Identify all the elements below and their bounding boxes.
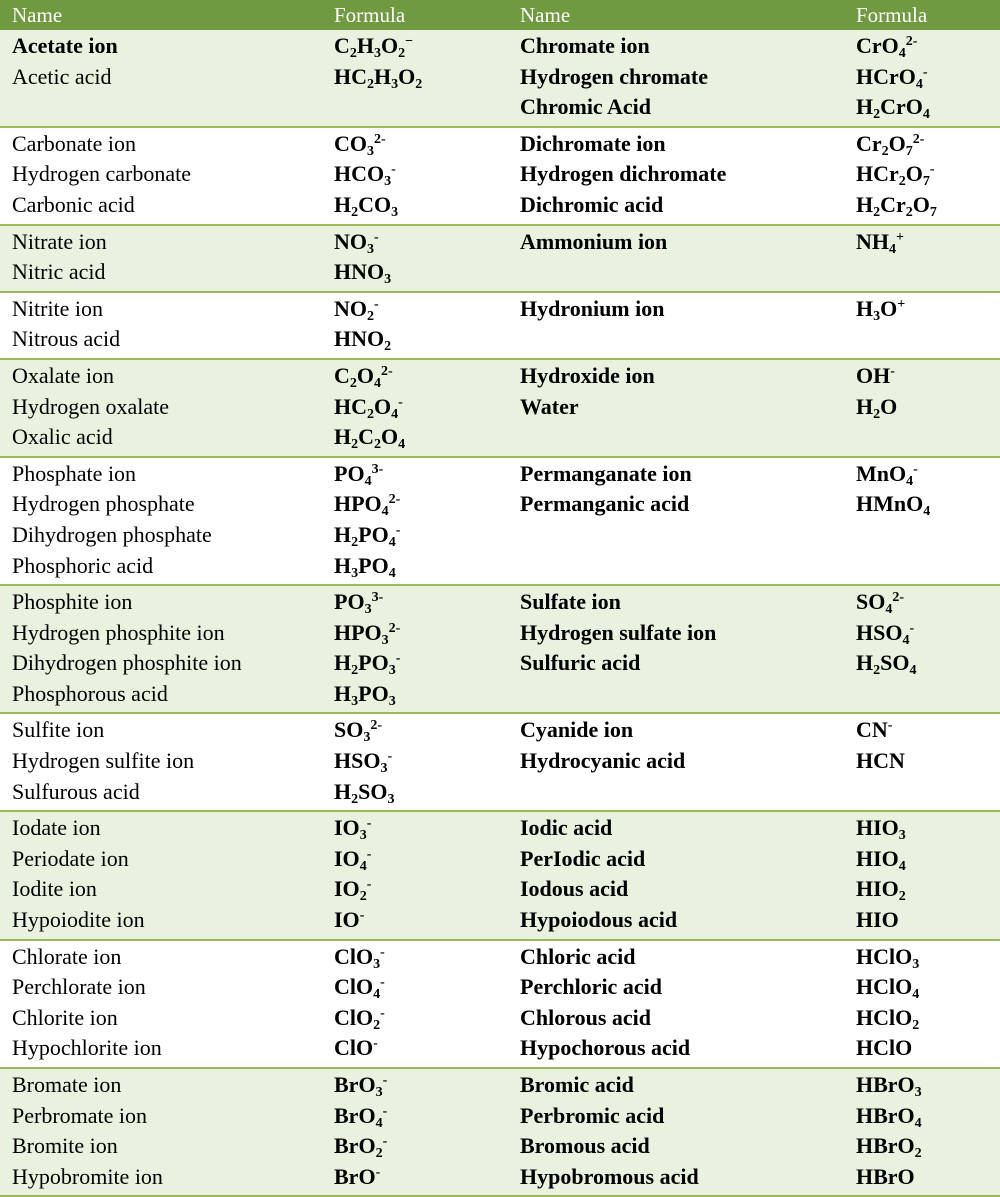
header-formula-1: Formula <box>322 0 508 30</box>
compound-name: Hydrogen phosphate <box>12 491 195 517</box>
compound-name: Dihydrogen phosphate <box>12 521 212 547</box>
table-row <box>0 30 1000 127</box>
compound-name: Hypochorous acid <box>520 1035 691 1061</box>
formula <box>856 257 1000 288</box>
table-row <box>0 225 1000 292</box>
formula: $H_2Cr_2O_7$ <box>856 191 937 220</box>
formula: $Cr_2O_7^{2-}$ <box>856 130 925 159</box>
formula: BrO$_3$- <box>334 1072 388 1100</box>
compound-name: Permanganate ion <box>520 460 692 486</box>
formula-cell <box>844 359 1000 457</box>
name-cell <box>0 30 322 127</box>
formula <box>856 679 1000 710</box>
formula: HClO <box>856 1035 913 1061</box>
compound-name <box>520 679 844 710</box>
formula: $C_2H_3O_2^-$ <box>334 33 414 61</box>
compound-name: Chlorite ion <box>12 1004 118 1030</box>
compound-name: Hydrocyanic acid <box>520 748 686 774</box>
compound-name: Nitrous acid <box>12 326 121 352</box>
formula-cell <box>844 1068 1000 1196</box>
formula: OH- <box>856 362 895 388</box>
compound-name: Perbromic acid <box>520 1102 665 1128</box>
formula-cell <box>322 30 508 127</box>
formula: $C_2O_4^{2-}$ <box>334 362 393 391</box>
formula: $CO_3^{2-}$ <box>334 130 386 159</box>
compound-name: Hydrogen sulfite ion <box>12 748 195 774</box>
compound-name: Oxalic acid <box>12 424 113 450</box>
compound-name: Perchlorate ion <box>12 974 146 1000</box>
formula <box>856 324 1000 355</box>
name-cell <box>508 359 844 457</box>
formula: $HIO_2$ <box>856 876 906 905</box>
name-cell <box>0 225 322 292</box>
formula: $NH_4^+$ <box>856 228 904 257</box>
name-cell <box>508 585 844 713</box>
name-cell <box>0 940 322 1068</box>
formula: HIO <box>856 907 899 933</box>
formula: $HC_2O_4^-$ <box>334 393 403 422</box>
compound-name: Hypobromite ion <box>12 1163 163 1189</box>
compound-name: Sulfuric acid <box>520 650 641 676</box>
compound-name: Ammonium ion <box>520 228 668 254</box>
compound-name: Iodite ion <box>12 876 97 902</box>
compound-name: Chloric acid <box>520 943 636 969</box>
table-row <box>0 359 1000 457</box>
formula: ClO$_4$- <box>334 974 385 1003</box>
compound-name: Phosphoric acid <box>12 552 154 578</box>
compound-name: PerIodic acid <box>520 845 646 871</box>
formula: HBrO <box>856 1163 915 1189</box>
compound-name: Hypoiodite ion <box>12 907 145 933</box>
compound-name: Hydronium ion <box>520 295 665 321</box>
compound-name: Bromic acid <box>520 1072 634 1097</box>
formula: ClO- <box>334 1035 378 1061</box>
name-cell <box>0 585 322 713</box>
name-cell <box>0 127 322 225</box>
compound-name: Sulfite ion <box>12 717 105 743</box>
compound-name: Chromic Acid <box>520 94 651 120</box>
formula: CrO$_4^{2-}$ <box>856 33 918 61</box>
compound-name: Iodic acid <box>520 815 613 841</box>
compound-name <box>520 324 844 355</box>
table-row <box>0 1068 1000 1196</box>
formula <box>856 777 1000 808</box>
compound-name: Dichromic acid <box>520 191 664 217</box>
compound-name <box>12 92 322 123</box>
formula: HClO$_4$ <box>856 974 920 1003</box>
formula: ClO$_2$- <box>334 1004 385 1033</box>
formula-cell <box>322 457 508 585</box>
formula: BrO$_4$- <box>334 1102 388 1131</box>
table-header <box>0 0 1000 30</box>
formula-cell <box>844 457 1000 585</box>
compound-name: Hydrogen sulfate ion <box>520 619 717 645</box>
compound-name <box>520 777 844 808</box>
name-cell <box>0 713 322 811</box>
formula-cell <box>322 713 508 811</box>
formula: $PO_3^{3-}$ <box>334 589 384 618</box>
formula-cell <box>844 225 1000 292</box>
formula: $HIO_4$ <box>856 845 906 874</box>
formula-cell <box>322 359 508 457</box>
compound-name: Hypobromous acid <box>520 1163 699 1189</box>
formula-cell <box>844 292 1000 359</box>
compound-name: Perchloric acid <box>520 974 662 1000</box>
formula: $SO_4^{2-}$ <box>856 589 905 618</box>
formula-cell <box>844 940 1000 1068</box>
formula-cell <box>322 127 508 225</box>
formula-cell <box>322 1068 508 1196</box>
compound-name: Hydrogen dichromate <box>520 161 727 187</box>
formula: $H_2O$ <box>856 393 898 422</box>
name-cell <box>508 292 844 359</box>
name-cell <box>508 713 844 811</box>
formula: $HNO_3$ <box>334 259 392 288</box>
name-cell <box>0 1068 322 1196</box>
name-cell <box>508 30 844 127</box>
compound-name: Hydrogen phosphite ion <box>12 619 225 645</box>
table-row <box>0 940 1000 1068</box>
formula-cell <box>322 811 508 939</box>
table-row <box>0 292 1000 359</box>
compound-name: Iodous acid <box>520 876 629 902</box>
formula: $HSO_3^-$ <box>334 748 393 777</box>
formula <box>856 422 1000 453</box>
name-cell <box>508 127 844 225</box>
compound-name: Dichromate ion <box>520 130 666 156</box>
formula: $HNO_2$ <box>334 326 392 355</box>
formula: CN- <box>856 717 893 743</box>
name-cell <box>0 457 322 585</box>
formula: $SO_3^{2-}$ <box>334 717 383 746</box>
compound-name: Acetic acid <box>12 63 112 89</box>
compound-name: Hypochlorite ion <box>12 1035 162 1061</box>
compound-name: Nitrate ion <box>12 228 107 254</box>
compound-name: Perbromate ion <box>12 1102 148 1128</box>
formula: $H_3PO_3$ <box>334 680 396 709</box>
formula: HClO$_3$ <box>856 943 920 972</box>
compound-name: Iodate ion <box>12 815 101 841</box>
formula: $HPO_4^{2-}$ <box>334 491 401 520</box>
name-cell <box>0 811 322 939</box>
formula: MnO$_4$- <box>856 460 918 489</box>
compound-name: Hydroxide ion <box>520 362 655 388</box>
compound-name: Cyanide ion <box>520 717 634 743</box>
compound-name: Acetate ion <box>12 33 118 58</box>
compound-name: Dihydrogen phosphite ion <box>12 650 242 676</box>
name-cell <box>508 1068 844 1196</box>
compound-name: Water <box>520 393 579 419</box>
compound-name: Bromous acid <box>520 1133 650 1159</box>
compound-name: Phosphorous acid <box>12 680 168 706</box>
formula: IO- <box>334 907 365 933</box>
name-cell <box>508 940 844 1068</box>
compound-name: Hypoiodous acid <box>520 907 678 933</box>
header-name-2: Name <box>508 0 844 30</box>
compound-name <box>520 257 844 288</box>
formula-cell <box>844 585 1000 713</box>
formula: $H_3O^+$ <box>856 295 906 324</box>
table-body <box>0 30 1000 1196</box>
formula: BrO- <box>334 1163 381 1189</box>
name-cell <box>508 225 844 292</box>
formula: HClO$_2$ <box>856 1004 920 1033</box>
formula: $H_2CrO_4$ <box>856 94 930 123</box>
formula: $HPO_3^{2-}$ <box>334 619 401 648</box>
compound-name <box>520 551 844 582</box>
formula <box>856 520 1000 551</box>
formula: $IO_3^-$ <box>334 815 372 844</box>
formula-cell <box>844 30 1000 127</box>
formula: HMnO$_4$ <box>856 491 931 520</box>
compound-name: Nitrite ion <box>12 295 104 321</box>
formula: $HCO_3^-$ <box>334 161 396 190</box>
name-cell <box>508 457 844 585</box>
compound-name: Chlorate ion <box>12 943 122 969</box>
compound-name: Carbonate ion <box>12 130 137 156</box>
formula-cell <box>844 127 1000 225</box>
compound-name: Phosphite ion <box>12 589 133 615</box>
compound-name: Hydrogen oxalate <box>12 393 169 419</box>
formula: $H_2PO_4^-$ <box>334 521 401 550</box>
compound-name <box>520 422 844 453</box>
compound-name: Permanganic acid <box>520 491 690 517</box>
name-cell <box>0 292 322 359</box>
compound-name <box>520 520 844 551</box>
compound-name: Carbonic acid <box>12 191 135 217</box>
formula-cell <box>322 292 508 359</box>
formula: $IO_2^-$ <box>334 876 372 905</box>
formula-cell <box>322 585 508 713</box>
formula-cell <box>322 940 508 1068</box>
formula: HCN <box>856 748 905 774</box>
formula: $H_3PO_4$ <box>334 552 396 581</box>
compound-name: Sulfate ion <box>520 589 621 615</box>
formula: $PO_4^{3-}$ <box>334 460 384 489</box>
header-formula-2: Formula <box>844 0 1000 30</box>
formula: $NO_2^-$ <box>334 295 379 324</box>
formula: $HIO_3$ <box>856 815 906 844</box>
formula: $HC_2H_3O_2$ <box>334 63 423 92</box>
formula <box>334 92 508 123</box>
formula: $HSO_4^-$ <box>856 619 915 648</box>
formula: BrO$_2$- <box>334 1133 388 1162</box>
compound-name: Sulfurous acid <box>12 778 140 804</box>
table-row <box>0 811 1000 939</box>
table-row <box>0 585 1000 713</box>
formula-cell <box>322 225 508 292</box>
name-cell <box>508 811 844 939</box>
compound-name: Chromate ion <box>520 33 650 58</box>
formula: HBrO$_2$ <box>856 1133 922 1162</box>
formula: $H_2SO_4$ <box>856 650 917 679</box>
formula: $H_2C_2O_4$ <box>334 424 406 453</box>
formula: $HCr_2O_7^-$ <box>856 161 935 190</box>
formula: $IO_4^-$ <box>334 845 372 874</box>
compound-name: Bromate ion <box>12 1072 122 1097</box>
formula-cell <box>844 811 1000 939</box>
formula: $H_2SO_3$ <box>334 778 395 807</box>
compound-name: Chlorous acid <box>520 1004 652 1030</box>
compound-name: Hydrogen carbonate <box>12 161 191 187</box>
compound-name: Hydrogen chromate <box>520 63 708 89</box>
formula: HCrO$_4$- <box>856 63 928 92</box>
formula: $NO_3^-$ <box>334 228 379 257</box>
compound-name: Nitric acid <box>12 259 106 285</box>
formula-cell <box>844 713 1000 811</box>
table-row <box>0 457 1000 585</box>
formula <box>856 551 1000 582</box>
compound-name: Phosphate ion <box>12 460 137 486</box>
compound-name: Oxalate ion <box>12 362 115 388</box>
formula: HBrO$_3$ <box>856 1072 922 1100</box>
formula: $H_2CO_3$ <box>334 191 399 220</box>
formula: $H_2PO_3^-$ <box>334 650 401 679</box>
name-cell <box>0 359 322 457</box>
header-name-1: Name <box>0 0 322 30</box>
formula: ClO$_3$- <box>334 943 385 972</box>
formula: HBrO$_4$ <box>856 1102 922 1131</box>
table-row <box>0 713 1000 811</box>
table-row <box>0 127 1000 225</box>
compound-name: Bromite ion <box>12 1133 118 1159</box>
compound-name: Periodate ion <box>12 845 129 871</box>
